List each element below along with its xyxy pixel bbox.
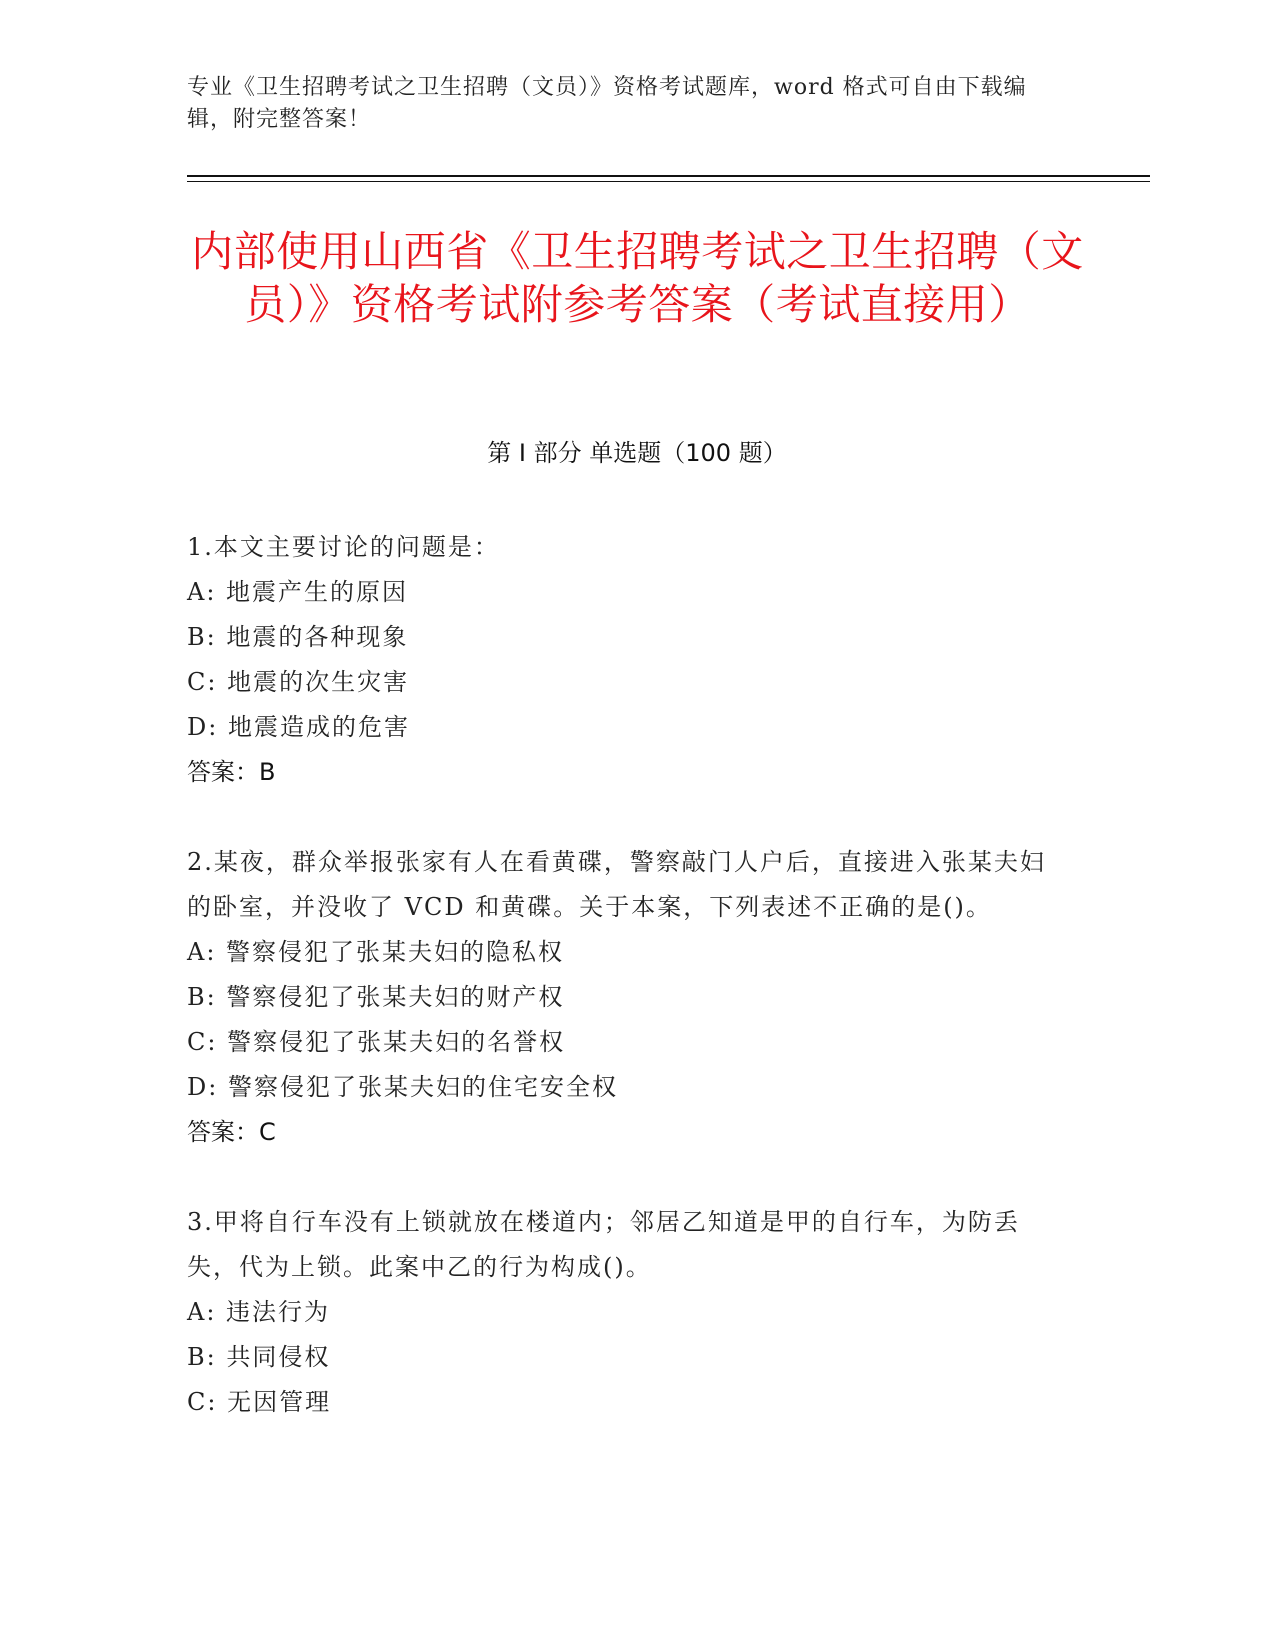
answer-line: 答案：C bbox=[187, 1118, 276, 1146]
question-list bbox=[187, 525, 1067, 1470]
document-title: 内部使用山西省《卫生招聘考试之卫生招聘（文员）》资格考试附参考答案（考试直接用） bbox=[191, 227, 1084, 329]
option-b: B: 警察侵犯了张某夫妇的财产权 bbox=[187, 983, 565, 1011]
option-d: D: 警察侵犯了张某夫妇的住宅安全权 bbox=[187, 1073, 618, 1101]
option-c: C: 地震的次生灾害 bbox=[187, 668, 410, 696]
header-rule-thin bbox=[187, 181, 1150, 182]
question-text: 2.某夜，群众举报张家有人在看黄碟，警察敲门人户后，直接进入张某夫妇的卧室，并没收了 VCD 和黄碟。关于本案，下列表述不正确的是()。 bbox=[187, 848, 1046, 921]
question-3 bbox=[187, 1200, 1067, 1425]
option-a: A: 违法行为 bbox=[187, 1298, 331, 1326]
option-b: B: 地震的各种现象 bbox=[187, 623, 409, 651]
question-text: 3.甲将自行车没有上锁就放在楼道内；邻居乙知道是甲的自行车，为防丢失，代为上锁。此案中乙的行为构成()。 bbox=[187, 1208, 1020, 1281]
option-d: D: 地震造成的危害 bbox=[187, 713, 410, 741]
option-c: C: 警察侵犯了张某夫妇的名誉权 bbox=[187, 1028, 566, 1056]
question-text: 1.本文主要讨论的问题是： bbox=[187, 533, 500, 561]
section-heading: 第 I 部分 单选题（100 题） bbox=[487, 439, 787, 467]
answer-line: 答案：B bbox=[187, 758, 276, 786]
question-2 bbox=[187, 840, 1067, 1155]
question-1 bbox=[187, 525, 1067, 795]
header-rule-thick bbox=[187, 175, 1150, 177]
option-a: A: 警察侵犯了张某夫妇的隐私权 bbox=[187, 938, 565, 966]
option-b: B: 共同侵权 bbox=[187, 1343, 331, 1371]
option-c: C: 无因管理 bbox=[187, 1388, 332, 1416]
option-a: A: 地震产生的原因 bbox=[187, 578, 409, 606]
header-note: 专业《卫生招聘考试之卫生招聘（文员）》资格考试题库，word 格式可自由下载编辑，附完整答案！ bbox=[187, 75, 1027, 132]
